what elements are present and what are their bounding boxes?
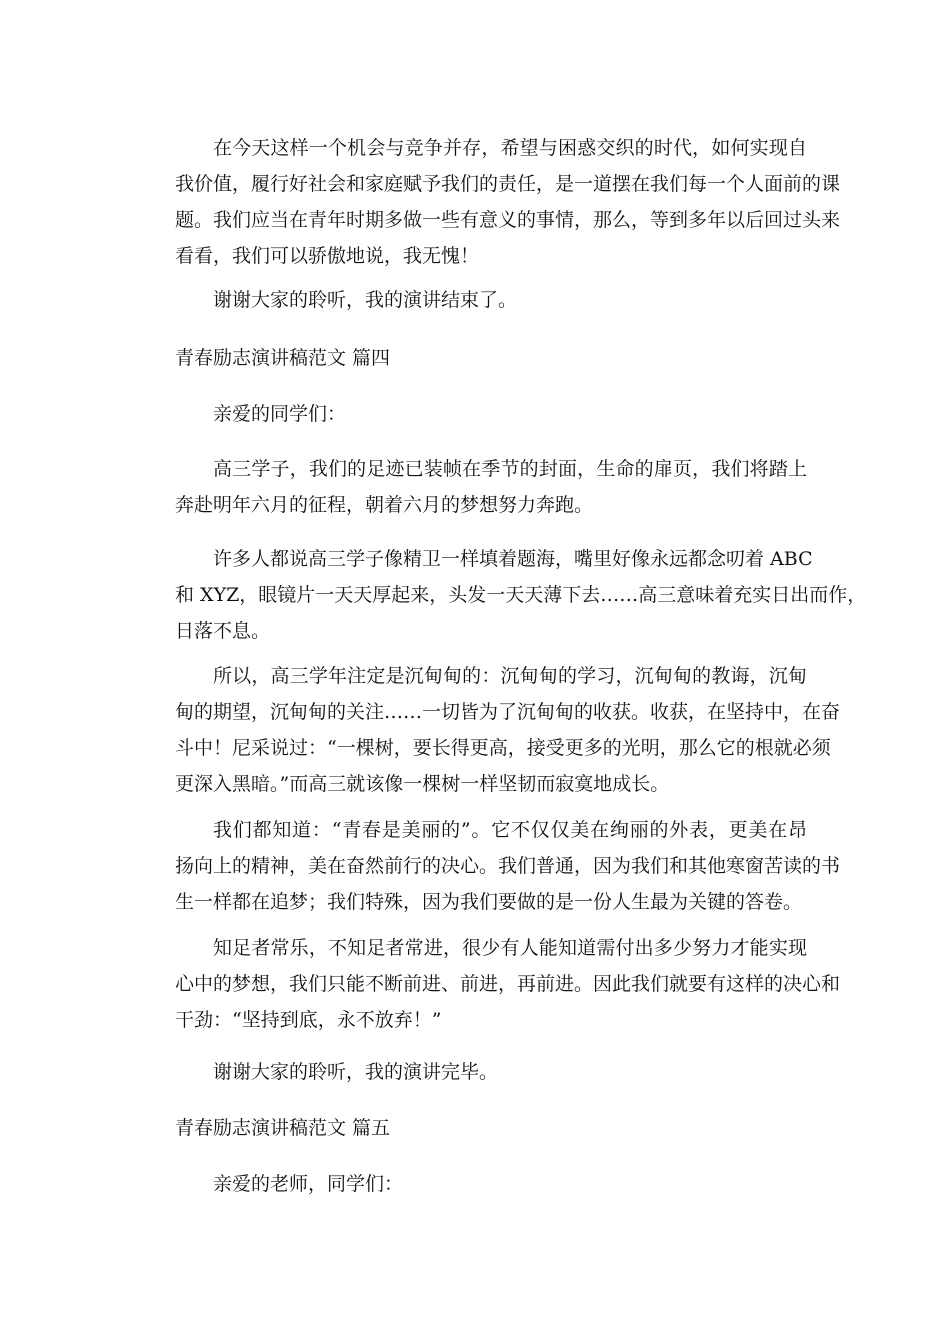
paragraph-self-worth: [175, 130, 841, 274]
paragraph-line: 甸的期望，沉甸甸的关注……一切皆为了沉甸甸的收获。收获，在坚持中，在奋: [175, 701, 841, 723]
paragraph-senior-students: [175, 451, 807, 523]
paragraph-line: 看看，我们可以骄傲地说，我无愧！: [175, 245, 480, 267]
paragraph-line: 干劲：“坚持到底，永不放弃！”: [175, 1009, 442, 1031]
paragraph-line: 许多人都说高三学子像精卫一样填着题海，嘴里好像永远都念叨着 ABC: [213, 548, 813, 570]
paragraph-line: 我们都知道：“青春是美丽的”。它不仅仅美在绚丽的外表，更美在昂: [213, 819, 807, 841]
paragraph-never-give-up: [175, 930, 841, 1038]
paragraph-line: 更深入黑暗。”而高三就该像一棵树一样坚韧而寂寞地成长。: [175, 773, 670, 795]
paragraph-line: 我价值，履行好社会和家庭赋予我们的责任，是一道摆在我们每一个人面前的课: [175, 173, 841, 195]
section-heading-text: 青春励志演讲稿范文 篇四: [175, 347, 391, 369]
section-heading-5: [175, 1110, 807, 1146]
closing-remark: [175, 282, 807, 318]
paragraph-youth-beautiful: [175, 812, 841, 920]
greeting: [175, 396, 807, 432]
paragraph-line: 所以，高三学年注定是沉甸甸的：沉甸甸的学习，沉甸甸的教诲，沉甸: [213, 665, 807, 687]
paragraph-line: 题。我们应当在青年时期多做一些有意义的事情，那么，等到多年以后回过头来: [175, 209, 841, 231]
closing-remark-2: [175, 1054, 807, 1090]
paragraph-line: 亲爱的老师，同学们：: [213, 1173, 404, 1195]
paragraph-line: 扬向上的精神，美在奋然前行的决心。我们普通，因为我们和其他寒窗苦读的书: [175, 855, 841, 877]
section-heading-4: [175, 340, 807, 376]
paragraph-line: 心中的梦想，我们只能不断前进、前进，再前进。因此我们就要有这样的决心和: [175, 973, 841, 995]
paragraph-line: 奔赴明年六月的征程，朝着六月的梦想努力奔跑。: [175, 494, 594, 516]
paragraph-line: 和 XYZ，眼镜片一天天厚起来，头发一天天薄下去……高三意味着充实日出而作，: [175, 584, 867, 606]
paragraph-line: 斗中！尼采说过：“一棵树，要长得更高，接受更多的光明，那么它的根就必须: [175, 737, 831, 759]
paragraph-line: 亲爱的同学们：: [213, 403, 347, 425]
section-heading-text: 青春励志演讲稿范文 篇五: [175, 1117, 391, 1139]
paragraph-line: 在今天这样一个机会与竞争并存，希望与困惑交织的时代，如何实现自: [213, 137, 807, 159]
paragraph-line: 日落不息。: [175, 620, 271, 642]
paragraph-many-say: [175, 541, 867, 649]
paragraph-heavy-year: [175, 658, 841, 802]
paragraph-line: 谢谢大家的聆听，我的演讲结束了。: [213, 289, 518, 311]
greeting-2: [175, 1166, 807, 1202]
paragraph-line: 谢谢大家的聆听，我的演讲完毕。: [213, 1061, 499, 1083]
paragraph-line: 生一样都在追梦；我们特殊，因为我们要做的是一份人生最为关键的答卷。: [175, 891, 803, 913]
paragraph-line: 高三学子，我们的足迹已装帧在季节的封面，生命的扉页，我们将踏上: [213, 458, 807, 480]
paragraph-line: 知足者常乐，不知足者常进，很少有人能知道需付出多少努力才能实现: [213, 937, 807, 959]
